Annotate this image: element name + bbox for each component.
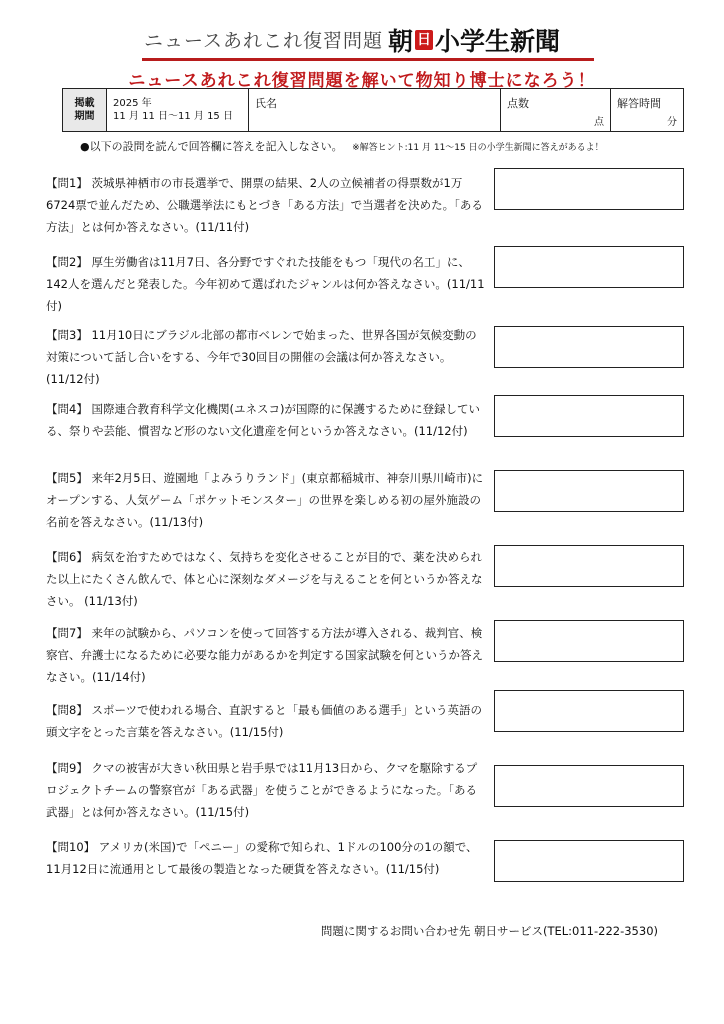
- period-label-line1: 掲載: [74, 98, 95, 109]
- period-label-line2: 期間: [74, 111, 95, 122]
- instructions-main: ●以下の設問を読んで回答欄に答えを記入しなさい。: [80, 140, 343, 153]
- question-text: 【問9】 クマの被害が大きい秋田県と岩手県では11月13日から、クマを駆除するプロジェクトチームの警察官が「ある武器」を使うことができるようになった。「ある武器」とは何か答えなさい。(11/15付): [46, 761, 478, 819]
- name-field[interactable]: [249, 89, 501, 131]
- answer-box-6[interactable]: [494, 545, 684, 587]
- answer-box-3[interactable]: [494, 326, 684, 368]
- header-rule: [142, 58, 594, 61]
- logo-sun-mark: 日: [417, 32, 432, 48]
- score-unit: 点: [594, 117, 604, 128]
- period-label: [63, 89, 107, 131]
- period-range: 11 月 11 日～11 月 15 日: [113, 111, 233, 122]
- answer-box-2[interactable]: [494, 246, 684, 288]
- instructions-hint: ※解答ヒント:11 月 11～15 日の小学生新聞に答えがあるよ！: [352, 143, 604, 153]
- answer-box-10[interactable]: [494, 840, 684, 882]
- time-label: 解答時間: [617, 97, 661, 110]
- score-label: 点数: [507, 97, 529, 110]
- info-box: [62, 88, 684, 132]
- time-field[interactable]: [611, 89, 683, 131]
- answer-box-8[interactable]: [494, 690, 684, 732]
- score-field[interactable]: [501, 89, 611, 131]
- question-text: 【問1】 茨城県神栖市の市長選挙で、開票の結果、2人の立候補者の得票数が1万6724票で並んだため、公職選挙法にもとづき「ある方法」で当選者を決めた。「ある方法」とは何か答えなさい。(11/11付): [46, 176, 483, 234]
- question-text: 【問6】 病気を治すためではなく、気持ちを変化させることが目的で、薬を決められた以上にたくさん飲んで、体と心に深刻なダメージを与えることを何というか答えなさい。 (11/13付): [46, 550, 483, 608]
- logo-text-post: 小学生新聞: [435, 27, 561, 56]
- answer-box-7[interactable]: [494, 620, 684, 662]
- question-text: 【問7】 来年の試験から、パソコンを使って回答する方法が導入される、裁判官、検察官、弁護士になるために必要な能力があるかを判定する国家試験を何というか答えなさい。(11/14付): [46, 626, 483, 684]
- answer-box-9[interactable]: [494, 765, 684, 807]
- name-label: 氏名: [255, 97, 277, 110]
- contact-footer: 問題に関するお問い合わせ先 朝日サービス(TEL:011-222-3530): [320, 924, 658, 938]
- instructions: [80, 138, 604, 154]
- series-title: ニュースあれこれ復習問題: [144, 30, 384, 52]
- answer-box-5[interactable]: [494, 470, 684, 512]
- question-text: 【問10】 アメリカ(米国)で「ペニー」の愛称で知られ、1ドルの100分の1の額で、11月12日に流通用として最後の製造となった硬貨を答えなさい。(11/15付): [46, 840, 478, 876]
- answer-box-1[interactable]: [494, 168, 684, 210]
- question-text: 【問2】 厚生労働省は11月7日、各分野ですぐれた技能をもつ「現代の名工」に、142人を選んだと発表した。今年初めて選ばれたジャンルは何か答えなさい。(11/11付): [46, 255, 485, 313]
- period-cell: [107, 89, 249, 131]
- question-text: 【問8】 スポーツで使われる場合、直訳すると「最も価値のある選手」という英語の頭文字をとった言葉を答えなさい。(11/15付): [46, 703, 483, 739]
- headline: ニュースあれこれ復習問題を解いて物知り博士になろう！: [128, 71, 596, 91]
- question-text: 【問5】 来年2月5日、遊園地「よみうりランド」(東京都稲城市、神奈川県川崎市)にオープンする、人気ゲーム「ポケットモンスター」の世界を楽しめる初の屋外施設の名前を答えなさい。(11/13付): [46, 471, 484, 529]
- question-text: 【問3】 11月10日にブラジル北部の都市ベレンで始まった、世界各国が気候変動の対策について話し合いをする、今年で30回目の開催の会議は何か答えなさい。(11/12付): [46, 328, 477, 386]
- logo-text-pre: 朝: [388, 27, 414, 56]
- time-unit: 分: [667, 117, 677, 128]
- period-year: 2025 年: [113, 98, 152, 109]
- newspaper-logo: [388, 22, 560, 58]
- page-header: [0, 24, 724, 58]
- answer-box-4[interactable]: [494, 395, 684, 437]
- question-text: 【問4】 国際連合教育科学文化機関(ユネスコ)が国際的に保護するために登録している、祭りや芸能、慣習など形のない文化遺産を何というか答えなさい。(11/12付): [46, 402, 480, 438]
